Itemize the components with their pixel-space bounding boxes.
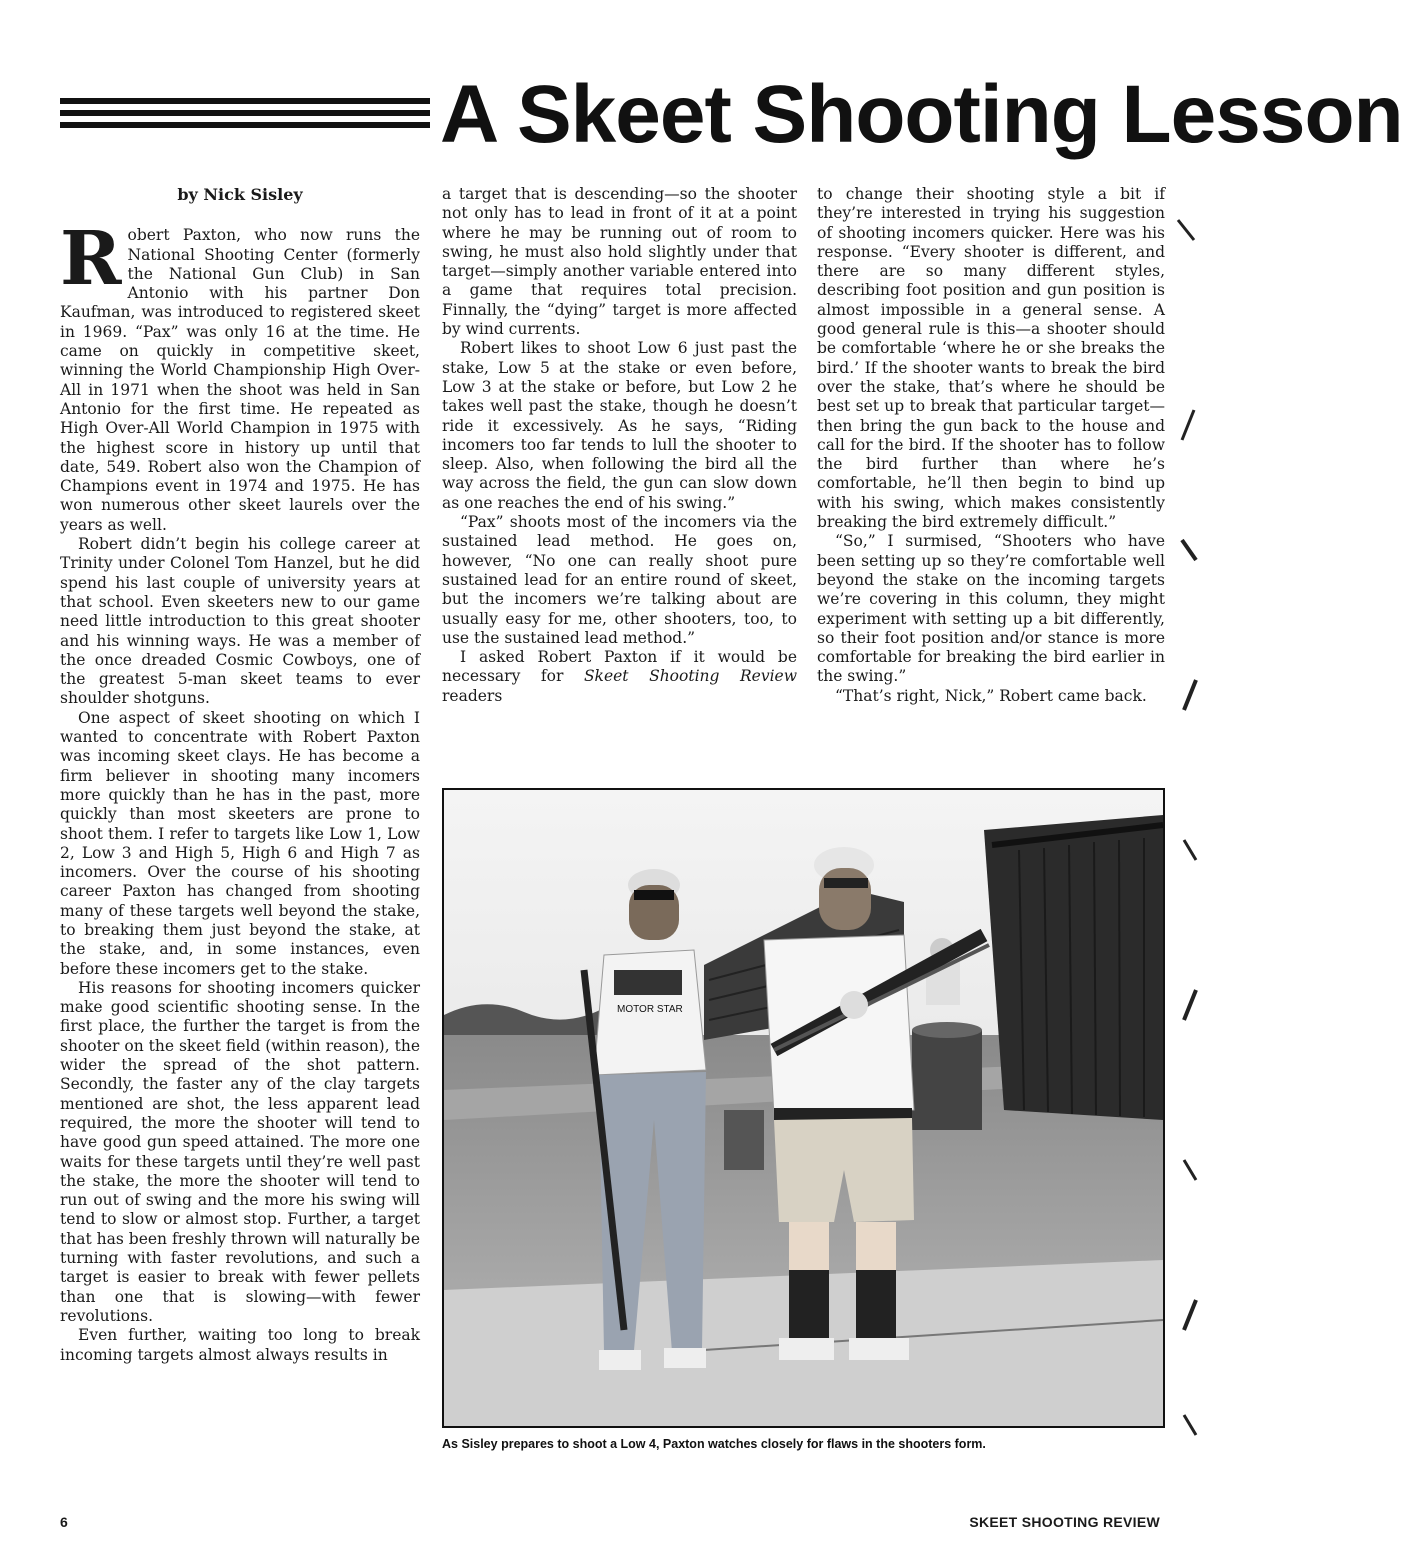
page-number: 6 <box>60 1514 68 1530</box>
magazine-name: SKEET SHOOTING REVIEW <box>969 1514 1160 1530</box>
paragraph: “Pax” shoots most of the incomers via the sustained lead method. He goes on, however, “No one can really shoot pure sustained lead for an entire round of skeet, but the incomers we’re talking about are usually easy for me, other shooters, too, to use the sustained lead method.” <box>442 513 797 647</box>
photo-illustration <box>444 790 1163 1426</box>
paragraph: Robert Paxton, who now runs the National Shooting Center (formerly the National Gun Club) in San Antonio with his partner Don Kaufman, was introduced to registered skeet in 1969. “Pax” was only 16 at the time. He came on quickly in competitive skeet, winning the World Championship High Over-All in 1971 when the shoot was held in San Antonio for the first time. He repeated as High Over-All World Champion in 1975 with the highest score in history up until that date, 549. Robert also won the Champion of Champions event in 1974 and 1975. He has won numerous other skeet laurels over the years as well. <box>60 216 420 534</box>
paragraph: “So,” I surmised, “Shooters who have been setting up so they’re comfortable well beyond the stake on the incoming targets we’re covering in this column, they might experiment with setting up a bit differently, so their foot position and/or stance is more comfortable for breaking the bird earlier in the swing.” <box>817 532 1165 686</box>
paragraph: “That’s right, Nick,” Robert came back. <box>835 686 1147 705</box>
paragraph: I asked Robert Paxton if it would be necessary for Skeet Shooting Review readers <box>442 648 797 705</box>
column-2 <box>442 185 797 706</box>
magazine-title-italic: Skeet Shooting Review <box>583 667 797 686</box>
paragraph: a target that is descending—so the shooter not only has to lead in front of it at a point where he may be running out of room to swing, he must also hold slightly under that target—simply another variable entered into a game that requires total precision. Finnally, the “dying” target is more affected by wind currents. <box>442 185 797 339</box>
paragraph: One aspect of skeet shooting on which I wanted to concentrate with Robert Paxton was incoming skeet clays. He has become a firm believer in shooting many incomers more quickly than he has in the past, more quickly than most skeeters are prone to shoot them. I refer to targets like Low 1, Low 2, Low 3 and High 5, High 6 and High 7 as incomers. Over the course of his shooting career Paxton has changed from shooting many of these targets well beyond the stake, to breaking them just beyond the stake, at the stake, and, in some instances, even before these incomers get to the stake. <box>60 708 420 978</box>
byline: by Nick Sisley <box>177 185 303 204</box>
column-3 <box>817 185 1165 706</box>
column-1 <box>60 185 420 1365</box>
article-title: A Skeet Shooting Lesson <box>440 69 1403 160</box>
paragraph: to change their shooting style a bit if they’re interested in trying his suggestion of shooting incomers quicker. Here was his response. “Every shooter is different, and there are so many different styles, describing foot position and gun position is almost impossible in a general sense. A good general rule is this—a shooter should be comfortable ‘where he or she breaks the bird.’ If the shooter wants to break the bird over the stake, that’s where he should be best set up to break that particular target—then bring the gun back to the house and call for the bird. If the shooter has to follow the bird further than where he’s comfortable, he’ll then begin to bind up with his swing, which makes consistently breaking the bird extremely difficult.” <box>817 185 1165 532</box>
drop-cap: R <box>60 216 122 303</box>
article-photo <box>442 788 1165 1428</box>
paragraph: Even further, waiting too long to break incoming targets almost always results in <box>60 1326 420 1364</box>
scan-edge-marks <box>1172 200 1200 1500</box>
shirt-print: MOTOR STAR <box>617 1004 683 1015</box>
paragraph: Robert likes to shoot Low 6 just past the stake, Low 5 at the stake or even before, Low 3 at the stake or before, but Low 2 he takes well past the stake, though he doesn’t ride it excessively. As he says, “Riding incomers too far tends to lull the shooter to sleep. Also, when following the bird all the way across the field, the gun can slow down as one reaches the end of his swing.” <box>442 339 797 512</box>
paragraph: His reasons for shooting incomers quicker make good scientific shooting sense. In the first place, the further the target is from the shooter on the skeet field (within reason), the wider the spread of the shot pattern. Secondly, the faster any of the clay targets mentioned are shot, the less apparent lead required, the more the shooter will tend to have good gun speed attained. The more one waits for these targets until they’re well past the stake, the more the shooter will tend to run out of swing and the more his swing will tend to slow or almost stop. Further, a target that has been freshly thrown will naturally be turning with faster revolutions, and such a target is easier to break with fewer pellets than one that is slowing—with fewer revolutions. <box>60 978 420 1325</box>
paragraph: Robert didn’t begin his college career at Trinity under Colonel Tom Hanzel, but he did spend his last couple of university years at that school. Even skeeters new to our game need little introduction to this great shooter and his winning ways. He was a member of the once dreaded Cosmic Cowboys, one of the greatest 5-man skeet teams to ever shoulder shotguns. <box>60 535 420 708</box>
photo-caption: As Sisley prepares to shoot a Low 4, Paxton watches closely for flaws in the shooters form. <box>442 1437 986 1451</box>
headline-rules <box>60 98 430 138</box>
